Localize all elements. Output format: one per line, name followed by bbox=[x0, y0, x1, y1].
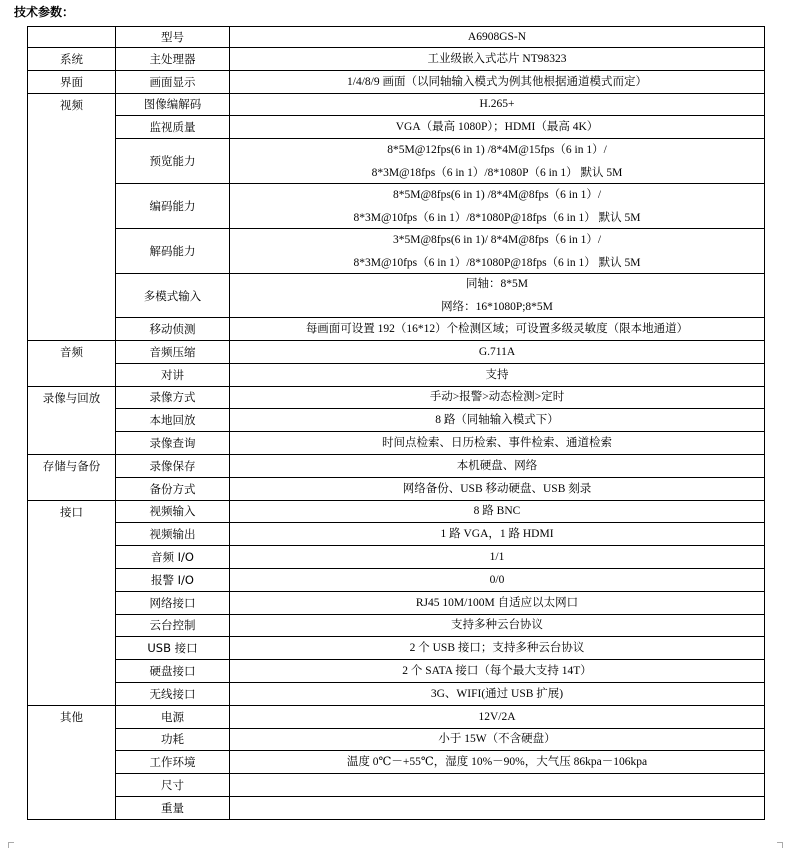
param-value bbox=[230, 363, 765, 386]
category-cell: 录像与回放 bbox=[28, 386, 116, 454]
page-corner-mark bbox=[777, 842, 783, 848]
table-row bbox=[28, 523, 765, 546]
table-row bbox=[28, 229, 765, 274]
table-row bbox=[28, 728, 765, 751]
value-line: VGA（最高 1080P）；HDMI（最高 4K） bbox=[395, 121, 599, 134]
param-value: A6908GS-N bbox=[230, 27, 765, 48]
param-label: 录像查询 bbox=[116, 432, 230, 455]
param-value bbox=[230, 728, 765, 751]
param-value bbox=[230, 70, 765, 93]
value-line: 温度 0℃－+55℃，湿度 10%－90%，大气压 86kpa－106kpa bbox=[346, 756, 648, 769]
value-line: 3*5M@8fps(6 in 1)/ 8*4M@8fps（6 in 1）/ bbox=[392, 233, 602, 246]
value-line: 每画面可设置 192（16*12）个检测区域；可设置多级灵敏度（限本地通道） bbox=[305, 323, 689, 336]
category-cell: 视频 bbox=[28, 93, 116, 340]
param-value bbox=[230, 318, 765, 341]
value-line: 支持多种云台协议 bbox=[451, 619, 543, 632]
table-row bbox=[28, 500, 765, 523]
table-row bbox=[28, 139, 765, 184]
value-line: 支持 bbox=[485, 368, 509, 381]
param-label: 备份方式 bbox=[116, 477, 230, 500]
param-value bbox=[230, 705, 765, 728]
param-label: 解码能力 bbox=[116, 229, 230, 274]
param-label: 移动侦测 bbox=[116, 318, 230, 341]
value-line: 1/4/8/9 画面（以同轴输入模式为例其他根据通道模式而定） bbox=[347, 75, 647, 88]
param-label: 预览能力 bbox=[116, 139, 230, 184]
param-value bbox=[230, 409, 765, 432]
param-value bbox=[230, 229, 765, 274]
value-line: 8*5M@8fps(6 in 1) /8*4M@8fps（6 in 1）/ bbox=[392, 188, 602, 201]
param-value bbox=[230, 386, 765, 409]
param-label: 尺寸 bbox=[116, 774, 230, 797]
table-row bbox=[28, 614, 765, 637]
value-line: 时间点检索、日历检索、事件检索、通道检索 bbox=[382, 437, 612, 450]
param-value bbox=[230, 116, 765, 139]
param-value bbox=[230, 432, 765, 455]
param-value bbox=[230, 774, 765, 797]
value-line: 小于 15W（不含硬盘） bbox=[438, 733, 556, 746]
param-label: 视频输入 bbox=[116, 500, 230, 523]
param-label: USB 接口 bbox=[116, 637, 230, 660]
table-row bbox=[28, 454, 765, 477]
table-row-model bbox=[28, 27, 765, 48]
param-value bbox=[230, 660, 765, 683]
value-line: 网络：16*1080P;8*5M bbox=[441, 301, 553, 314]
param-label: 对讲 bbox=[116, 363, 230, 386]
param-value bbox=[230, 546, 765, 569]
param-label: 主处理器 bbox=[116, 48, 230, 71]
table-row bbox=[28, 184, 765, 229]
param-value bbox=[230, 340, 765, 363]
param-label: 型号 bbox=[116, 27, 230, 48]
param-label: 监视质量 bbox=[116, 116, 230, 139]
param-value bbox=[230, 48, 765, 71]
param-value bbox=[230, 751, 765, 774]
param-label: 音频 I/O bbox=[116, 546, 230, 569]
table-row bbox=[28, 363, 765, 386]
table-row bbox=[28, 70, 765, 93]
table-row bbox=[28, 591, 765, 614]
param-value bbox=[230, 591, 765, 614]
value-line: 8 路 BNC bbox=[473, 505, 521, 518]
param-label: 功耗 bbox=[116, 728, 230, 751]
param-label: 报警 I/O bbox=[116, 568, 230, 591]
param-value bbox=[230, 682, 765, 705]
value-line: 8 路（同轴输入模式下） bbox=[435, 414, 559, 427]
param-label: 多模式输入 bbox=[116, 274, 230, 318]
value-line: 2 个 USB 接口；支持多种云台协议 bbox=[409, 642, 585, 655]
value-line: 8*3M@10fps（6 in 1）/8*1080P@18fps（6 in 1） 默认 5M bbox=[353, 256, 641, 269]
category-cell: 界面 bbox=[28, 70, 116, 93]
category-cell: 系统 bbox=[28, 48, 116, 71]
table-row bbox=[28, 409, 765, 432]
category-cell: 存储与备份 bbox=[28, 454, 116, 500]
param-label: 音频压缩 bbox=[116, 340, 230, 363]
value-line: 8*3M@18fps（6 in 1）/8*1080P（6 in 1） 默认 5M bbox=[371, 166, 623, 179]
table-row bbox=[28, 705, 765, 728]
value-line: 8*3M@10fps（6 in 1）/8*1080P@18fps（6 in 1） 默认 5M bbox=[353, 211, 641, 224]
table-row bbox=[28, 386, 765, 409]
param-label: 重量 bbox=[116, 796, 230, 819]
value-line: 1/1 bbox=[489, 551, 505, 564]
table-row bbox=[28, 546, 765, 569]
value-line: 0/0 bbox=[489, 573, 505, 586]
param-label: 本地回放 bbox=[116, 409, 230, 432]
section-title: 技术参数： bbox=[14, 5, 75, 19]
table-row bbox=[28, 751, 765, 774]
table-row bbox=[28, 318, 765, 341]
param-value bbox=[230, 523, 765, 546]
value-line: H.265+ bbox=[479, 98, 515, 111]
param-label: 图像编解码 bbox=[116, 93, 230, 116]
value-line: 2 个 SATA 接口（每个最大支持 14T） bbox=[402, 665, 592, 678]
value-line: 3G、WIFI(通过 USB 扩展) bbox=[430, 687, 564, 700]
table-row bbox=[28, 477, 765, 500]
table-row bbox=[28, 93, 765, 116]
table-row bbox=[28, 274, 765, 318]
table-row bbox=[28, 116, 765, 139]
table-row bbox=[28, 682, 765, 705]
table-row bbox=[28, 637, 765, 660]
param-label: 录像方式 bbox=[116, 386, 230, 409]
value-line: 工业级嵌入式芯片 NT98323 bbox=[427, 52, 567, 65]
category-cell: 接口 bbox=[28, 500, 116, 705]
table-row bbox=[28, 660, 765, 683]
param-label: 硬盘接口 bbox=[116, 660, 230, 683]
param-value bbox=[230, 184, 765, 229]
value-line: 本机硬盘、网络 bbox=[456, 459, 538, 472]
param-value bbox=[230, 139, 765, 184]
value-line: RJ45 10M/100M 自适应以太网口 bbox=[415, 596, 579, 609]
value-line: 网络备份、USB 移动硬盘、USB 刻录 bbox=[402, 482, 592, 495]
param-label: 工作环境 bbox=[116, 751, 230, 774]
table-row bbox=[28, 340, 765, 363]
category-cell: 其他 bbox=[28, 705, 116, 819]
page-corner-mark bbox=[8, 842, 14, 848]
category-cell: 音频 bbox=[28, 340, 116, 386]
param-value bbox=[230, 93, 765, 116]
param-label: 电源 bbox=[116, 705, 230, 728]
value-line: 12V/2A bbox=[478, 710, 516, 723]
param-value bbox=[230, 500, 765, 523]
param-label: 云台控制 bbox=[116, 614, 230, 637]
param-value bbox=[230, 614, 765, 637]
table-row bbox=[28, 568, 765, 591]
category-cell bbox=[28, 27, 116, 48]
param-value bbox=[230, 568, 765, 591]
table-row bbox=[28, 48, 765, 71]
table-row bbox=[28, 796, 765, 819]
param-value bbox=[230, 637, 765, 660]
param-value bbox=[230, 477, 765, 500]
param-label: 录像保存 bbox=[116, 454, 230, 477]
param-label: 网络接口 bbox=[116, 591, 230, 614]
value-line: 1 路 VGA，1 路 HDMI bbox=[440, 528, 554, 541]
param-label: 视频输出 bbox=[116, 523, 230, 546]
param-label: 编码能力 bbox=[116, 184, 230, 229]
param-label: 无线接口 bbox=[116, 682, 230, 705]
param-value bbox=[230, 796, 765, 819]
table-row bbox=[28, 774, 765, 797]
spec-table bbox=[27, 26, 765, 820]
value-line: 手动>报警>动态检测>定时 bbox=[429, 391, 565, 404]
value-line: 8*5M@12fps(6 in 1) /8*4M@15fps（6 in 1）/ bbox=[387, 143, 607, 156]
param-value bbox=[230, 454, 765, 477]
param-value bbox=[230, 274, 765, 318]
table-row bbox=[28, 432, 765, 455]
value-line: G.711A bbox=[478, 345, 516, 358]
value-line: 同轴：8*5M bbox=[466, 278, 528, 291]
param-label: 画面显示 bbox=[116, 70, 230, 93]
